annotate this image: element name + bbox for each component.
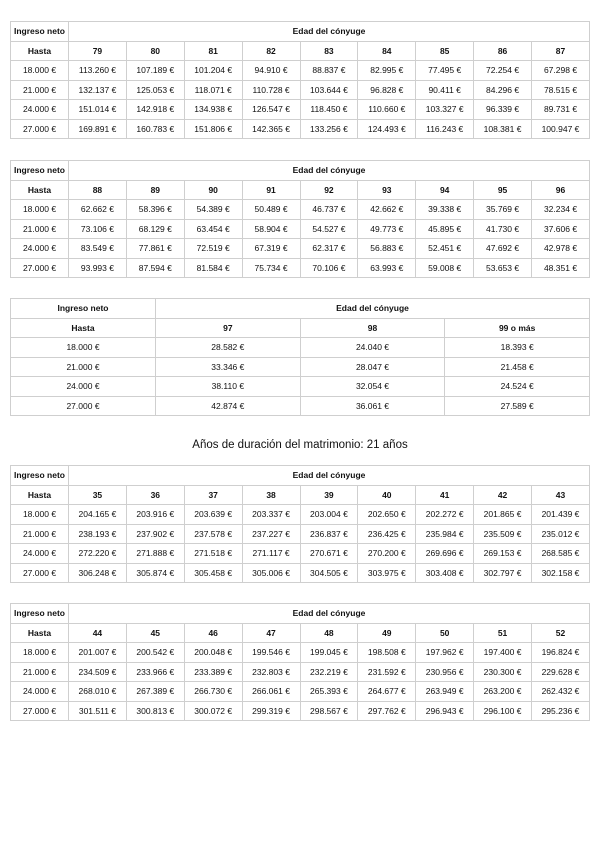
age-column-header: 47 [242, 623, 300, 643]
income-header: Ingreso neto [11, 22, 69, 42]
spouse-age-header: Edad del cónyuge [69, 22, 590, 42]
table-row [11, 200, 590, 220]
age-column-header: 37 [184, 485, 242, 505]
value-cell: 304.505 € [300, 563, 358, 583]
age-column-header: 45 [126, 623, 184, 643]
spouse-age-header: Edad del cónyuge [69, 161, 590, 181]
value-cell: 56.883 € [358, 239, 416, 259]
age-column-header: 91 [242, 180, 300, 200]
value-cell: 236.425 € [358, 524, 416, 544]
value-cell: 21.458 € [445, 357, 590, 377]
value-cell: 265.393 € [300, 682, 358, 702]
age-column-header: 92 [300, 180, 358, 200]
value-cell: 203.639 € [184, 505, 242, 525]
value-cell: 297.762 € [358, 701, 416, 721]
table-header-row [11, 22, 590, 42]
age-column-header: 51 [474, 623, 532, 643]
value-cell: 107.189 € [126, 61, 184, 81]
age-header-row [11, 485, 590, 505]
age-column-header: 50 [416, 623, 474, 643]
table-row [11, 396, 590, 416]
age-column-header: 49 [358, 623, 416, 643]
value-cell: 38.110 € [156, 377, 301, 397]
value-cell: 28.047 € [300, 357, 445, 377]
value-cell: 142.365 € [242, 119, 300, 139]
age-column-header: 98 [300, 318, 445, 338]
age-column-header: 99 o más [445, 318, 590, 338]
value-cell: 303.975 € [358, 563, 416, 583]
value-cell: 63.454 € [184, 219, 242, 239]
income-cell: 24.000 € [11, 100, 69, 120]
value-cell: 160.783 € [126, 119, 184, 139]
value-cell: 67.319 € [242, 239, 300, 259]
income-cell: 24.000 € [11, 239, 69, 259]
income-cell: 24.000 € [11, 377, 156, 397]
value-cell: 72.519 € [184, 239, 242, 259]
spouse-age-table-88-96 [10, 160, 590, 278]
value-cell: 201.439 € [532, 505, 590, 525]
value-cell: 58.396 € [126, 200, 184, 220]
value-cell: 305.458 € [184, 563, 242, 583]
value-cell: 53.653 € [474, 258, 532, 278]
table-row [11, 563, 590, 583]
age-column-header: 79 [69, 41, 127, 61]
value-cell: 303.408 € [416, 563, 474, 583]
value-cell: 42.874 € [156, 396, 301, 416]
value-cell: 264.677 € [358, 682, 416, 702]
value-cell: 232.803 € [242, 662, 300, 682]
income-cell: 27.000 € [11, 119, 69, 139]
value-cell: 93.993 € [69, 258, 127, 278]
value-cell: 73.106 € [69, 219, 127, 239]
value-cell: 110.728 € [242, 80, 300, 100]
income-cell: 27.000 € [11, 396, 156, 416]
age-column-header: 80 [126, 41, 184, 61]
age-column-header: 94 [416, 180, 474, 200]
age-column-header: 81 [184, 41, 242, 61]
value-cell: 198.508 € [358, 643, 416, 663]
value-cell: 33.346 € [156, 357, 301, 377]
income-cell: 27.000 € [11, 563, 69, 583]
value-cell: 151.806 € [184, 119, 242, 139]
table-row [11, 662, 590, 682]
value-cell: 110.660 € [358, 100, 416, 120]
age-column-header: 39 [300, 485, 358, 505]
value-cell: 263.200 € [474, 682, 532, 702]
income-cell: 18.000 € [11, 505, 69, 525]
value-cell: 169.891 € [69, 119, 127, 139]
value-cell: 77.861 € [126, 239, 184, 259]
value-cell: 232.219 € [300, 662, 358, 682]
table-row [11, 119, 590, 139]
value-cell: 268.585 € [532, 544, 590, 564]
value-cell: 231.592 € [358, 662, 416, 682]
value-cell: 197.400 € [474, 643, 532, 663]
value-cell: 296.100 € [474, 701, 532, 721]
value-cell: 271.518 € [184, 544, 242, 564]
value-cell: 62.662 € [69, 200, 127, 220]
value-cell: 204.165 € [69, 505, 127, 525]
value-cell: 298.567 € [300, 701, 358, 721]
spouse-age-header: Edad del cónyuge [156, 299, 590, 319]
income-cell: 21.000 € [11, 219, 69, 239]
income-header: Ingreso neto [11, 466, 69, 486]
value-cell: 295.236 € [532, 701, 590, 721]
value-cell: 300.072 € [184, 701, 242, 721]
value-cell: 203.004 € [300, 505, 358, 525]
value-cell: 42.662 € [358, 200, 416, 220]
value-cell: 132.137 € [69, 80, 127, 100]
age-column-header: 43 [532, 485, 590, 505]
value-cell: 103.327 € [416, 100, 474, 120]
income-cell: 21.000 € [11, 80, 69, 100]
age-column-header: 93 [358, 180, 416, 200]
income-header: Ingreso neto [11, 604, 69, 624]
value-cell: 27.589 € [445, 396, 590, 416]
value-cell: 72.254 € [474, 61, 532, 81]
value-cell: 270.200 € [358, 544, 416, 564]
income-cell: 18.000 € [11, 338, 156, 358]
value-cell: 202.272 € [416, 505, 474, 525]
value-cell: 302.158 € [532, 563, 590, 583]
spouse-age-header: Edad del cónyuge [69, 604, 590, 624]
age-column-header: 48 [300, 623, 358, 643]
value-cell: 151.014 € [69, 100, 127, 120]
value-cell: 197.962 € [416, 643, 474, 663]
value-cell: 24.040 € [300, 338, 445, 358]
value-cell: 41.730 € [474, 219, 532, 239]
value-cell: 237.227 € [242, 524, 300, 544]
income-cell: 24.000 € [11, 544, 69, 564]
age-column-header: 87 [532, 41, 590, 61]
value-cell: 266.730 € [184, 682, 242, 702]
value-cell: 96.828 € [358, 80, 416, 100]
value-cell: 100.947 € [532, 119, 590, 139]
age-column-header: 88 [69, 180, 127, 200]
value-cell: 37.606 € [532, 219, 590, 239]
value-cell: 81.584 € [184, 258, 242, 278]
value-cell: 103.644 € [300, 80, 358, 100]
value-cell: 101.204 € [184, 61, 242, 81]
income-header: Ingreso neto [11, 299, 156, 319]
spouse-age-table-44-52 [10, 603, 590, 721]
table-row [11, 258, 590, 278]
value-cell: 236.837 € [300, 524, 358, 544]
value-cell: 32.234 € [532, 200, 590, 220]
value-cell: 267.389 € [126, 682, 184, 702]
income-cell: 18.000 € [11, 200, 69, 220]
age-header-row [11, 41, 590, 61]
value-cell: 270.671 € [300, 544, 358, 564]
table-header-row [11, 161, 590, 181]
value-cell: 269.696 € [416, 544, 474, 564]
table-row [11, 219, 590, 239]
table-row [11, 80, 590, 100]
table-row [11, 643, 590, 663]
value-cell: 305.006 € [242, 563, 300, 583]
age-column-header: 83 [300, 41, 358, 61]
value-cell: 39.338 € [416, 200, 474, 220]
table-header-row [11, 604, 590, 624]
upto-header: Hasta [11, 318, 156, 338]
value-cell: 18.393 € [445, 338, 590, 358]
value-cell: 306.248 € [69, 563, 127, 583]
value-cell: 126.547 € [242, 100, 300, 120]
value-cell: 46.737 € [300, 200, 358, 220]
value-cell: 203.337 € [242, 505, 300, 525]
table-row [11, 524, 590, 544]
age-column-header: 86 [474, 41, 532, 61]
income-cell: 27.000 € [11, 701, 69, 721]
value-cell: 83.549 € [69, 239, 127, 259]
value-cell: 200.048 € [184, 643, 242, 663]
value-cell: 42.978 € [532, 239, 590, 259]
table-row [11, 701, 590, 721]
age-column-header: 95 [474, 180, 532, 200]
age-column-header: 52 [532, 623, 590, 643]
value-cell: 125.053 € [126, 80, 184, 100]
value-cell: 269.153 € [474, 544, 532, 564]
value-cell: 82.995 € [358, 61, 416, 81]
upto-header: Hasta [11, 485, 69, 505]
income-cell: 18.000 € [11, 643, 69, 663]
income-cell: 21.000 € [11, 524, 69, 544]
value-cell: 272.220 € [69, 544, 127, 564]
value-cell: 47.692 € [474, 239, 532, 259]
value-cell: 271.117 € [242, 544, 300, 564]
age-column-header: 42 [474, 485, 532, 505]
value-cell: 305.874 € [126, 563, 184, 583]
age-column-header: 96 [532, 180, 590, 200]
age-column-header: 85 [416, 41, 474, 61]
value-cell: 299.319 € [242, 701, 300, 721]
value-cell: 235.509 € [474, 524, 532, 544]
value-cell: 58.904 € [242, 219, 300, 239]
value-cell: 63.993 € [358, 258, 416, 278]
table-row [11, 544, 590, 564]
value-cell: 300.813 € [126, 701, 184, 721]
income-cell: 21.000 € [11, 662, 69, 682]
age-column-header: 44 [69, 623, 127, 643]
value-cell: 296.943 € [416, 701, 474, 721]
value-cell: 52.451 € [416, 239, 474, 259]
value-cell: 234.509 € [69, 662, 127, 682]
value-cell: 28.582 € [156, 338, 301, 358]
value-cell: 263.949 € [416, 682, 474, 702]
value-cell: 67.298 € [532, 61, 590, 81]
value-cell: 235.984 € [416, 524, 474, 544]
table-row [11, 100, 590, 120]
value-cell: 118.071 € [184, 80, 242, 100]
age-column-header: 82 [242, 41, 300, 61]
value-cell: 113.260 € [69, 61, 127, 81]
table-header-row [11, 466, 590, 486]
value-cell: 233.966 € [126, 662, 184, 682]
value-cell: 48.351 € [532, 258, 590, 278]
value-cell: 35.769 € [474, 200, 532, 220]
value-cell: 237.902 € [126, 524, 184, 544]
value-cell: 230.300 € [474, 662, 532, 682]
spouse-age-header: Edad del cónyuge [69, 466, 590, 486]
income-cell: 24.000 € [11, 682, 69, 702]
value-cell: 134.938 € [184, 100, 242, 120]
value-cell: 49.773 € [358, 219, 416, 239]
value-cell: 301.511 € [69, 701, 127, 721]
age-column-header: 35 [69, 485, 127, 505]
age-header-row [11, 180, 590, 200]
table-row [11, 682, 590, 702]
value-cell: 96.339 € [474, 100, 532, 120]
table-row [11, 239, 590, 259]
section-title: Años de duración del matrimonio: 21 años [192, 439, 408, 451]
value-cell: 78.515 € [532, 80, 590, 100]
value-cell: 54.527 € [300, 219, 358, 239]
age-header-row [11, 318, 590, 338]
table-row [11, 338, 590, 358]
value-cell: 116.243 € [416, 119, 474, 139]
table-header-row [11, 299, 590, 319]
income-cell: 21.000 € [11, 357, 156, 377]
value-cell: 230.956 € [416, 662, 474, 682]
value-cell: 196.824 € [532, 643, 590, 663]
value-cell: 266.061 € [242, 682, 300, 702]
value-cell: 59.008 € [416, 258, 474, 278]
income-header: Ingreso neto [11, 161, 69, 181]
value-cell: 108.381 € [474, 119, 532, 139]
value-cell: 142.918 € [126, 100, 184, 120]
age-column-header: 46 [184, 623, 242, 643]
age-column-header: 41 [416, 485, 474, 505]
value-cell: 89.731 € [532, 100, 590, 120]
value-cell: 54.389 € [184, 200, 242, 220]
income-cell: 27.000 € [11, 258, 69, 278]
age-column-header: 90 [184, 180, 242, 200]
value-cell: 24.524 € [445, 377, 590, 397]
table-row [11, 61, 590, 81]
age-column-header: 89 [126, 180, 184, 200]
value-cell: 201.007 € [69, 643, 127, 663]
upto-header: Hasta [11, 180, 69, 200]
value-cell: 124.493 € [358, 119, 416, 139]
value-cell: 199.045 € [300, 643, 358, 663]
value-cell: 118.450 € [300, 100, 358, 120]
value-cell: 88.837 € [300, 61, 358, 81]
spouse-age-table-97-99 [10, 298, 590, 416]
age-column-header: 84 [358, 41, 416, 61]
value-cell: 133.256 € [300, 119, 358, 139]
value-cell: 62.317 € [300, 239, 358, 259]
value-cell: 77.495 € [416, 61, 474, 81]
spouse-age-table-35-43 [10, 465, 590, 583]
value-cell: 45.895 € [416, 219, 474, 239]
value-cell: 271.888 € [126, 544, 184, 564]
value-cell: 50.489 € [242, 200, 300, 220]
value-cell: 238.193 € [69, 524, 127, 544]
table-row [11, 505, 590, 525]
age-header-row [11, 623, 590, 643]
value-cell: 87.594 € [126, 258, 184, 278]
value-cell: 199.546 € [242, 643, 300, 663]
value-cell: 32.054 € [300, 377, 445, 397]
value-cell: 68.129 € [126, 219, 184, 239]
value-cell: 233.389 € [184, 662, 242, 682]
upto-header: Hasta [11, 623, 69, 643]
value-cell: 84.296 € [474, 80, 532, 100]
value-cell: 302.797 € [474, 563, 532, 583]
upto-header: Hasta [11, 41, 69, 61]
value-cell: 202.650 € [358, 505, 416, 525]
value-cell: 237.578 € [184, 524, 242, 544]
value-cell: 70.106 € [300, 258, 358, 278]
value-cell: 262.432 € [532, 682, 590, 702]
value-cell: 200.542 € [126, 643, 184, 663]
spouse-age-table-79-87 [10, 21, 590, 139]
value-cell: 94.910 € [242, 61, 300, 81]
value-cell: 36.061 € [300, 396, 445, 416]
value-cell: 268.010 € [69, 682, 127, 702]
age-column-header: 40 [358, 485, 416, 505]
table-row [11, 377, 590, 397]
value-cell: 90.411 € [416, 80, 474, 100]
income-cell: 18.000 € [11, 61, 69, 81]
age-column-header: 38 [242, 485, 300, 505]
table-row [11, 357, 590, 377]
value-cell: 235.012 € [532, 524, 590, 544]
value-cell: 203.916 € [126, 505, 184, 525]
value-cell: 229.628 € [532, 662, 590, 682]
value-cell: 201.865 € [474, 505, 532, 525]
value-cell: 75.734 € [242, 258, 300, 278]
age-column-header: 36 [126, 485, 184, 505]
age-column-header: 97 [156, 318, 301, 338]
